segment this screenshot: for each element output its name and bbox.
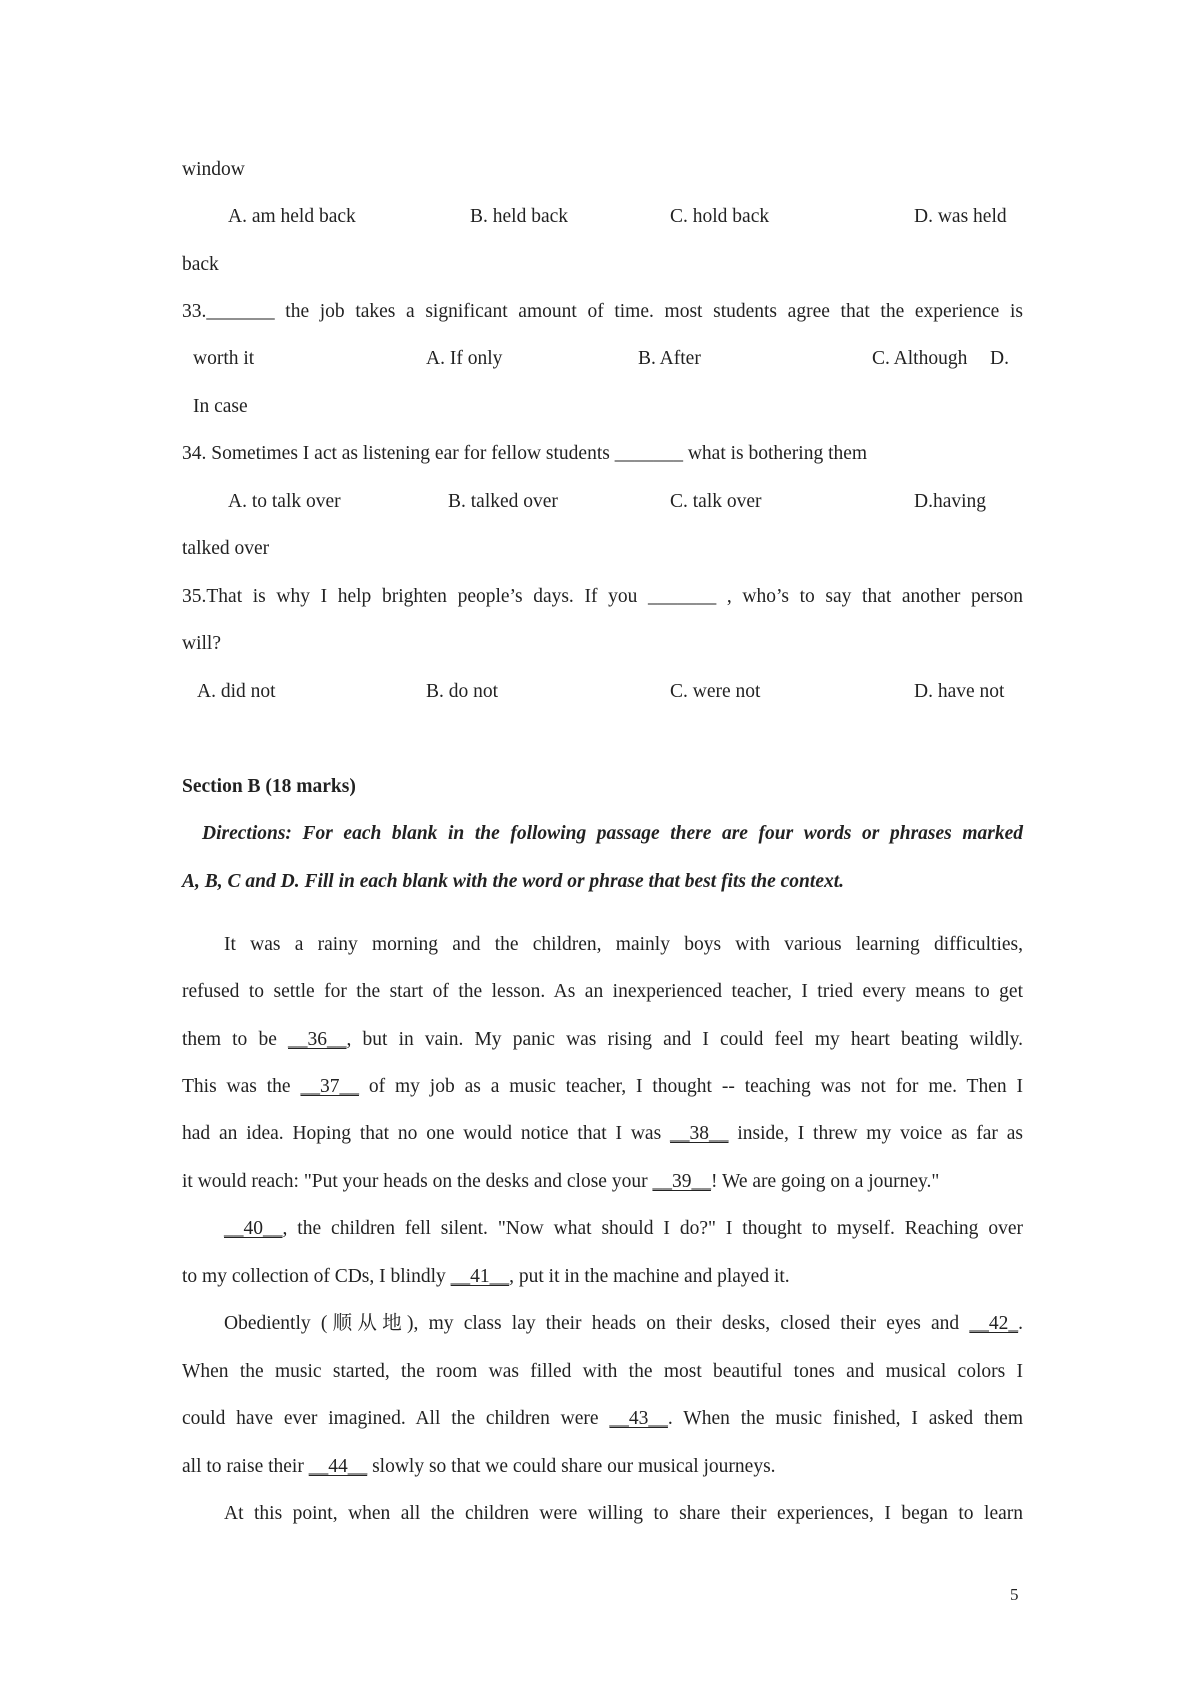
passage-p3-line2: When the music started, the room was filled with the most beautiful tones and musical colors I (182, 1361, 1023, 1382)
passage-p1-line2: refused to settle for the start of the lesson. As an inexperienced teacher, I tried every means to get (182, 981, 1023, 1002)
blank-40: __40__ (224, 1218, 283, 1239)
blank-36: __36__ (288, 1029, 347, 1050)
q32-stem-tail: window (182, 159, 245, 180)
blank-37: __37__ (300, 1076, 359, 1097)
blank-43: __43__ (609, 1408, 668, 1429)
passage-p4-line1: At this point, when all the children were willing to share their experiences, I began to learn (224, 1503, 1023, 1524)
section-b-title: Section B (18 marks) (182, 776, 356, 797)
q33-stem-cont: worth it (193, 348, 255, 369)
q33-option-d: D. (990, 348, 1009, 369)
blank-41: __41__ (450, 1266, 510, 1287)
passage-p2-line1: __40__, the children fell silent. "Now what should I do?" I thought to myself. Reaching over (224, 1218, 1023, 1239)
passage-p1-line1: It was a rainy morning and the children, mainly boys with various learning difficulties, (224, 934, 1023, 955)
q33-stem: 33._______ the job takes a significant amount of time. most students agree that the experience is (182, 301, 1023, 322)
section-b-directions-line2: A, B, C and D. Fill in each blank with the word or phrase that best fits the context. (182, 871, 845, 892)
q32-option-a: A. am held back (228, 206, 356, 227)
page-number: 5 (1010, 1585, 1019, 1604)
passage-p1-line3: them to be __36__, but in vain. My panic was rising and I could feel my heart beating wildly. (182, 1029, 1023, 1050)
passage-p1-line6: it would reach: "Put your heads on the desks and close your __39__! We are going on a journey." (182, 1171, 940, 1192)
blank-39: __39__ (652, 1171, 711, 1192)
passage-p3-line4: all to raise their __44__ slowly so that we could share our musical journeys. (182, 1456, 776, 1477)
q34-option-d-cont: talked over (182, 538, 270, 559)
q35-option-b: B. do not (426, 681, 499, 702)
q35-option-d: D. have not (914, 681, 1005, 702)
q32-option-d-cont: back (182, 254, 219, 275)
q32-option-d: D. was held (914, 206, 1007, 227)
passage-p3-line1: Obediently (顺从地), my class lay their heads on their desks, closed their eyes and __42_. (224, 1313, 1023, 1334)
q34-option-c: C. talk over (670, 491, 762, 512)
q35-stem: 35.That is why I help brighten people’s days. If you _______ , who’s to say that another person (182, 586, 1024, 607)
q33-option-c: C. Although (872, 348, 968, 369)
passage-p1-line5: had an idea. Hoping that no one would notice that I was __38__ inside, I threw my voice as far as (182, 1123, 1023, 1144)
blank-38: __38__ (670, 1123, 729, 1144)
passage-p1-line4: This was the __37__ of my job as a music teacher, I thought -- teaching was not for me. Then I (182, 1076, 1023, 1097)
q34-option-d: D.having (914, 491, 987, 512)
q35-stem-cont: will? (182, 633, 221, 654)
q34-option-b: B. talked over (448, 491, 558, 512)
q34-stem: 34. Sometimes I act as listening ear for fellow students _______ what is bothering them (182, 443, 868, 464)
q32-option-b: B. held back (470, 206, 569, 227)
q33-option-d-cont: In case (193, 396, 248, 417)
q34-option-a: A. to talk over (228, 491, 341, 512)
q33-option-a: A. If only (426, 348, 503, 369)
blank-44: __44__ (308, 1456, 368, 1477)
q33-option-b: B. After (638, 348, 701, 369)
q35-option-a: A. did not (197, 681, 276, 702)
passage-p3-line3: could have ever imagined. All the children were __43__. When the music finished, I asked them (182, 1408, 1023, 1429)
blank-42: __42_ (969, 1313, 1019, 1334)
section-b-directions-line1: Directions: For each blank in the following passage there are four words or phrases marked (202, 823, 1023, 844)
q32-option-c: C. hold back (670, 206, 770, 227)
passage-p2-line2: to my collection of CDs, I blindly __41__, put it in the machine and played it. (182, 1266, 790, 1287)
q35-option-c: C. were not (670, 681, 761, 702)
